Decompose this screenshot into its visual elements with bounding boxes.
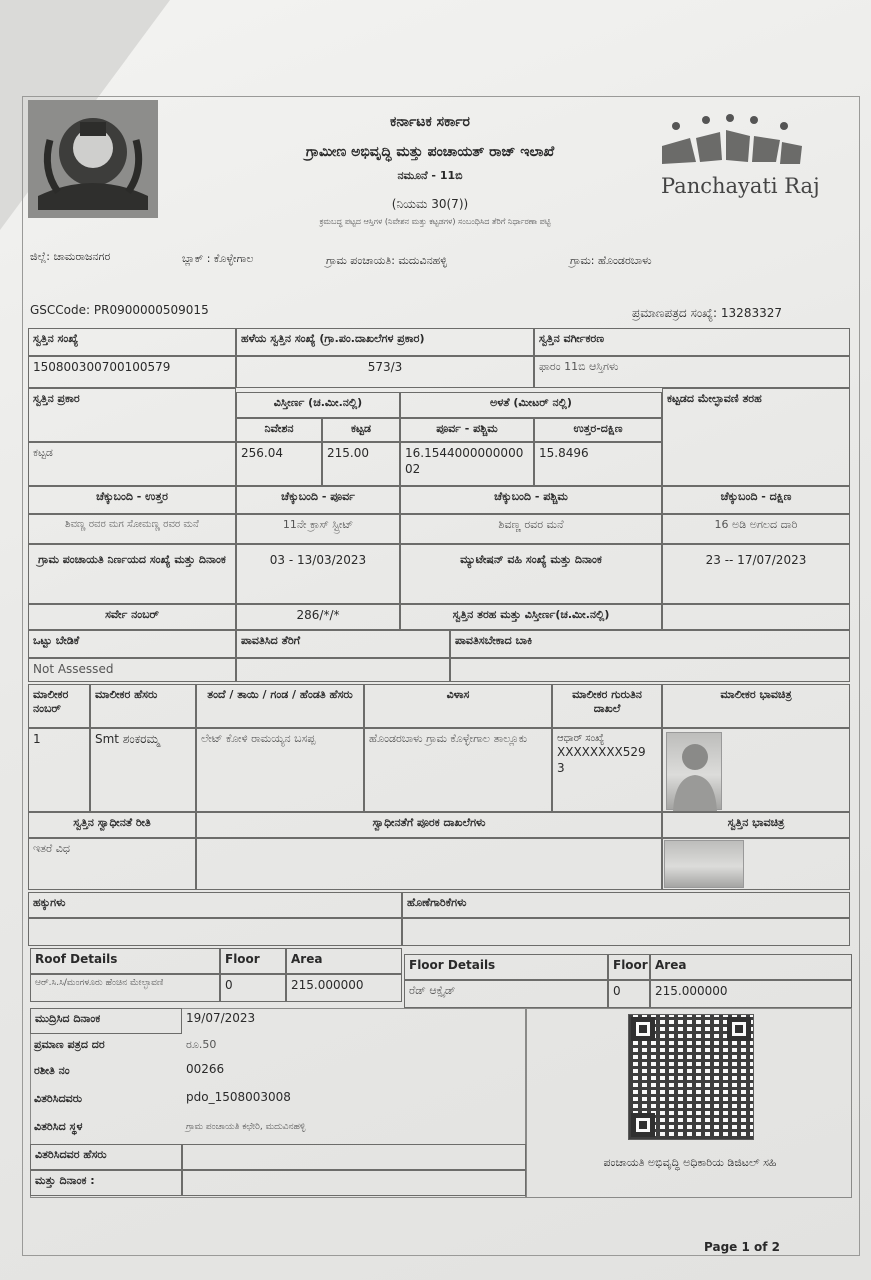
header-certificate-fee: ಪ್ರಮಾಣ ಪತ್ರದ ದರ (34, 1038, 105, 1051)
header-property-type: ಸ್ವತ್ತಿನ ಪ್ರಕಾರ (28, 388, 236, 442)
header-roof-area: Area (286, 948, 402, 974)
header-boundary-west: ಚೆಕ್ಕುಬಂದಿ - ಪಶ್ಚಿಮ (400, 486, 662, 514)
floor-number: 0 (608, 980, 650, 1008)
certificate-number: ಪ್ರಮಾಣಪತ್ರದ ಸಂಖ್ಯೆ: 13283327 (632, 306, 782, 320)
boundary-south: 16 ಅಡಿ ಅಗಲದ ದಾರಿ (662, 514, 850, 544)
header-property-area-type: ಸ್ವತ್ತಿನ ತರಹ ಮತ್ತು ವಿಸ್ತೀರ್ಣ(ಚ.ಮೀ.ನಲ್ಲಿ) (400, 604, 662, 630)
header-area: ವಿಸ್ತೀರ್ಣ (ಚ.ಮೀ.ನಲ್ಲಿ) (236, 392, 400, 418)
karnataka-emblem-icon (28, 100, 158, 218)
header-printed-date: ಮುದ್ರಿಸಿದ ದಿನಾಂಕ (30, 1008, 182, 1034)
header-rights: ಹಕ್ಕುಗಳು (28, 892, 402, 918)
panchayati-raj-logo-icon (656, 112, 804, 174)
header-classification: ಸ್ವತ್ತಿನ ವರ್ಗೀಕರಣ (534, 328, 850, 356)
property-type: ಕಟ್ಟಡ (28, 442, 236, 486)
header-owner-id: ಮಾಲೀಕರ ಗುರುತಿನ ದಾಖಲೆ (552, 684, 662, 728)
gsc-code: GSCCode: PR0900000509015 (30, 303, 209, 317)
owner-photo (666, 732, 722, 810)
header-owner-number: ಮಾಲೀಕರ ನಂಬರ್ (28, 684, 90, 728)
owner-number: 1 (28, 728, 90, 812)
government-title: ಕರ್ನಾಟಕ ಸರ್ಕಾರ (390, 114, 470, 130)
boundary-east: 11ನೇ ಕ್ರಾಸ್ ಸ್ಟ್ರೀಟ್ (236, 514, 400, 544)
header-tax-due: ಪಾವತಿಸಬೇಕಾದ ಬಾಕಿ (450, 630, 850, 658)
header-issued-by: ವಿತರಿಸಿದವರು (34, 1092, 83, 1105)
header-recipient-date: ಮತ್ತು ದಿನಾಂಕ : (30, 1170, 182, 1196)
receipt-number: 00266 (186, 1062, 225, 1076)
header-boundary-south: ಚೆಕ್ಕುಬಂದಿ - ದಕ್ಷಿಣ (662, 486, 850, 514)
header-building: ಕಟ್ಟಡ (322, 418, 400, 442)
header-floor-number: Floor (608, 954, 650, 980)
north-south-measure: 15.8496 (534, 442, 662, 486)
recipient-date (182, 1170, 526, 1196)
header-acquisition-documents: ಸ್ವಾಧೀನತೆಗೆ ಪೂರಕ ದಾಖಲೆಗಳು (196, 812, 662, 838)
header-property-number: ಸ್ವತ್ತಿನ ಸಂಖ್ಯೆ (28, 328, 236, 356)
header-floor-details: Floor Details (404, 954, 608, 980)
header-mutation: ಮ್ಯುಟೇಷನ್ ವಹಿ ಸಂಖ್ಯೆ ಮತ್ತು ದಿನಾಂಕ (400, 544, 662, 604)
header-roof-type: ಕಟ್ಟಡದ ಮೇಲ್ಛಾವಣಿ ತರಹ (662, 388, 850, 486)
digital-signature-label: ಪಂಚಾಯತಿ ಅಭಿವೃದ್ಧಿ ಅಧಿಕಾರಿಯ ಡಿಜಿಟಲ್ ಸಹಿ (603, 1156, 777, 1169)
header-measurement: ಅಳತೆ (ಮೀಟರ್ ನಲ್ಲಿ) (400, 392, 662, 418)
liabilities (402, 918, 850, 946)
owner-name: Smt ಶಂಕರಮ್ಮ (90, 728, 196, 812)
header-boundary-east: ಚೆಕ್ಕುಬಂದಿ - ಪೂರ್ವ (236, 486, 400, 514)
header-site: ನಿವೇಶನ (236, 418, 322, 442)
header-survey-number: ಸರ್ವೇ ನಂಬರ್ (28, 604, 236, 630)
header-owner-name: ಮಾಲೀಕರ ಹೆಸರು (90, 684, 196, 728)
header-east-west: ಪೂರ್ವ - ಪಶ್ಚಿಮ (400, 418, 534, 442)
header-owner-address: ವಿಳಾಸ (364, 684, 552, 728)
taluk-label: ಬ್ಲಾಕ್ : ಕೊಳ್ಳೇಗಾಲ (182, 252, 254, 265)
header-issue-place: ವಿತರಿಸಿದ ಸ್ಥಳ (34, 1120, 83, 1133)
header-receipt-number: ರಶೀತಿ ನಂ (34, 1064, 70, 1077)
roof-area: 215.000000 (286, 974, 402, 1002)
tax-paid (236, 658, 450, 682)
printed-date: 19/07/2023 (186, 1011, 256, 1025)
form-number: ನಮೂನೆ - 11ಬಿ (397, 169, 463, 182)
page-number: Page 1 of 2 (704, 1240, 780, 1254)
department-title: ಗ್ರಾಮೀಣ ಅಭಿವೃದ್ಧಿ ಮತ್ತು ಪಂಚಾಯತ್ ರಾಜ್ ಇಲಾಖೆ (305, 144, 555, 160)
property-area-type (662, 604, 850, 630)
header-tax-paid: ಪಾವತಿಸಿದ ತೆರಿಗೆ (236, 630, 450, 658)
roof-floor: 0 (220, 974, 286, 1002)
header-liabilities: ಹೊಣೆಗಾರಿಕೆಗಳು (402, 892, 850, 918)
gp-resolution: 03 - 13/03/2023 (236, 544, 400, 604)
roof-type: ಆರ್.ಸಿ.ಸಿ/ಮಂಗಳೂರು ಹೆಂಚಿನ ಮೇಲ್ಛಾವಣಿ (30, 974, 220, 1002)
header-total-demand: ಒಟ್ಟು ಬೇಡಿಕೆ (28, 630, 236, 658)
issued-by: pdo_1508003008 (186, 1090, 291, 1104)
property-photo (664, 840, 744, 888)
property-classification: ಫಾರಂ 11ಬಿ ಆಸ್ತಿಗಳು (534, 356, 850, 388)
owner-id: ಆಧಾರ್ ಸಂಖ್ಯೆ XXXXXXXX529 3 (552, 728, 662, 812)
recipient-name (182, 1144, 526, 1170)
tax-due (450, 658, 850, 682)
header-owner-photo: ಮಾಲೀಕರ ಭಾವಚಿತ್ರ (662, 684, 850, 728)
document-subtitle: ಕ್ರಮಬದ್ಧ ಪಟ್ಟದ ಆಸ್ತಿಗಳ (ನಿವೇಶನ ಮತ್ತು ಕಟ್ಟಡಗಳ) ಸಂಬಂಧಿಸಿದ ತೆರಿಗೆ ನಿರ್ಧಾರಣಾ ಪಟ್ಟಿ (319, 217, 551, 226)
boundary-north: ಶಿವಣ್ಣ ರವರ ಮಗ ಸೋಮಣ್ಣ ರವರ ಮನೆ (28, 514, 236, 544)
header-north-south: ಉತ್ತರ-ದಕ್ಷಿಣ (534, 418, 662, 442)
header-roof-details: Roof Details (30, 948, 220, 974)
acquisition-method: ಇತರೆ ವಿಧ (28, 838, 196, 890)
mutation-register: 23 -- 17/07/2023 (662, 544, 850, 604)
building-area: 215.00 (322, 442, 400, 486)
floor-area: 215.000000 (650, 980, 852, 1008)
acquisition-documents (196, 838, 662, 890)
header-old-property-number: ಹಳೆಯ ಸ್ವತ್ತಿನ ಸಂಖ್ಯೆ (ಗ್ರಾ.ಪಂ.ದಾಖಲೆಗಳ ಪ್ರಕಾರ) (236, 328, 534, 356)
village-label: ಗ್ರಾಮ: ಹೊಂಡರಬಾಳು (570, 254, 652, 267)
owner-address: ಹೊಂಡರಬಾಳು ಗ್ರಾಮ ಕೊಳ್ಳೇಗಾಲ ತಾಲ್ಲೂಕು (364, 728, 552, 812)
survey-number: 286/*/* (236, 604, 400, 630)
east-west-measure: 16.1544000000000 02 (400, 442, 534, 486)
header-owner-relation: ತಂದೆ / ತಾಯಿ / ಗಂಡ / ಹೆಂಡತಿ ಹೆಸರು (196, 684, 364, 728)
rights (28, 918, 402, 946)
gram-panchayat-label: ಗ್ರಾಮ ಪಂಚಾಯತಿ: ಮದುವಿನಹಳ್ಳಿ (326, 254, 447, 267)
property-number: 150800300700100579 (28, 356, 236, 388)
header-recipient-name: ವಿತರಿಸಿದವರ ಹೆಸರು (30, 1144, 182, 1170)
header-acquisition-method: ಸ್ವತ್ತಿನ ಸ್ವಾಧೀನತೆ ರೀತಿ (28, 812, 196, 838)
panchayati-raj-logo-text: Panchayati Raj (661, 174, 820, 198)
qr-code-icon (628, 1014, 754, 1140)
certificate-fee: ರೂ.50 (186, 1038, 217, 1051)
floor-type: ರೆಡ್ ಆಕ್ಸೈಡ್ (404, 980, 608, 1008)
header-floor-area: Area (650, 954, 852, 980)
old-property-number: 573/3 (236, 356, 534, 388)
header-boundary-north: ಚೆಕ್ಕುಬಂದಿ - ಉತ್ತರ (28, 486, 236, 514)
issue-place: ಗ್ರಾಮ ಪಂಚಾಯತಿ ಕಛೇರಿ, ಮದುವಿನಹಳ್ಳಿ (186, 1122, 306, 1132)
rule-reference: (ನಿಯಮ 30(7)) (391, 197, 469, 211)
site-area: 256.04 (236, 442, 322, 486)
header-gp-resolution: ಗ್ರಾಮ ಪಂಚಾಯತಿ ನಿರ್ಣಯದ ಸಂಖ್ಯೆ ಮತ್ತು ದಿನಾಂಕ (28, 544, 236, 604)
district-label: ಜಿಲ್ಲೆ: ಚಾಮರಾಜನಗರ (30, 250, 111, 263)
tax-status: Not Assessed (28, 658, 236, 682)
boundary-west: ಶಿವಣ್ಣ ರವರ ಮನೆ (400, 514, 662, 544)
owner-relation: ಲೇಟ್ ಕೋಳಿ ರಾಮಯ್ಯನ ಬಸಪ್ಪ (196, 728, 364, 812)
header-property-photo: ಸ್ವತ್ತಿನ ಭಾವಚಿತ್ರ (662, 812, 850, 838)
header-roof-floor: Floor (220, 948, 286, 974)
